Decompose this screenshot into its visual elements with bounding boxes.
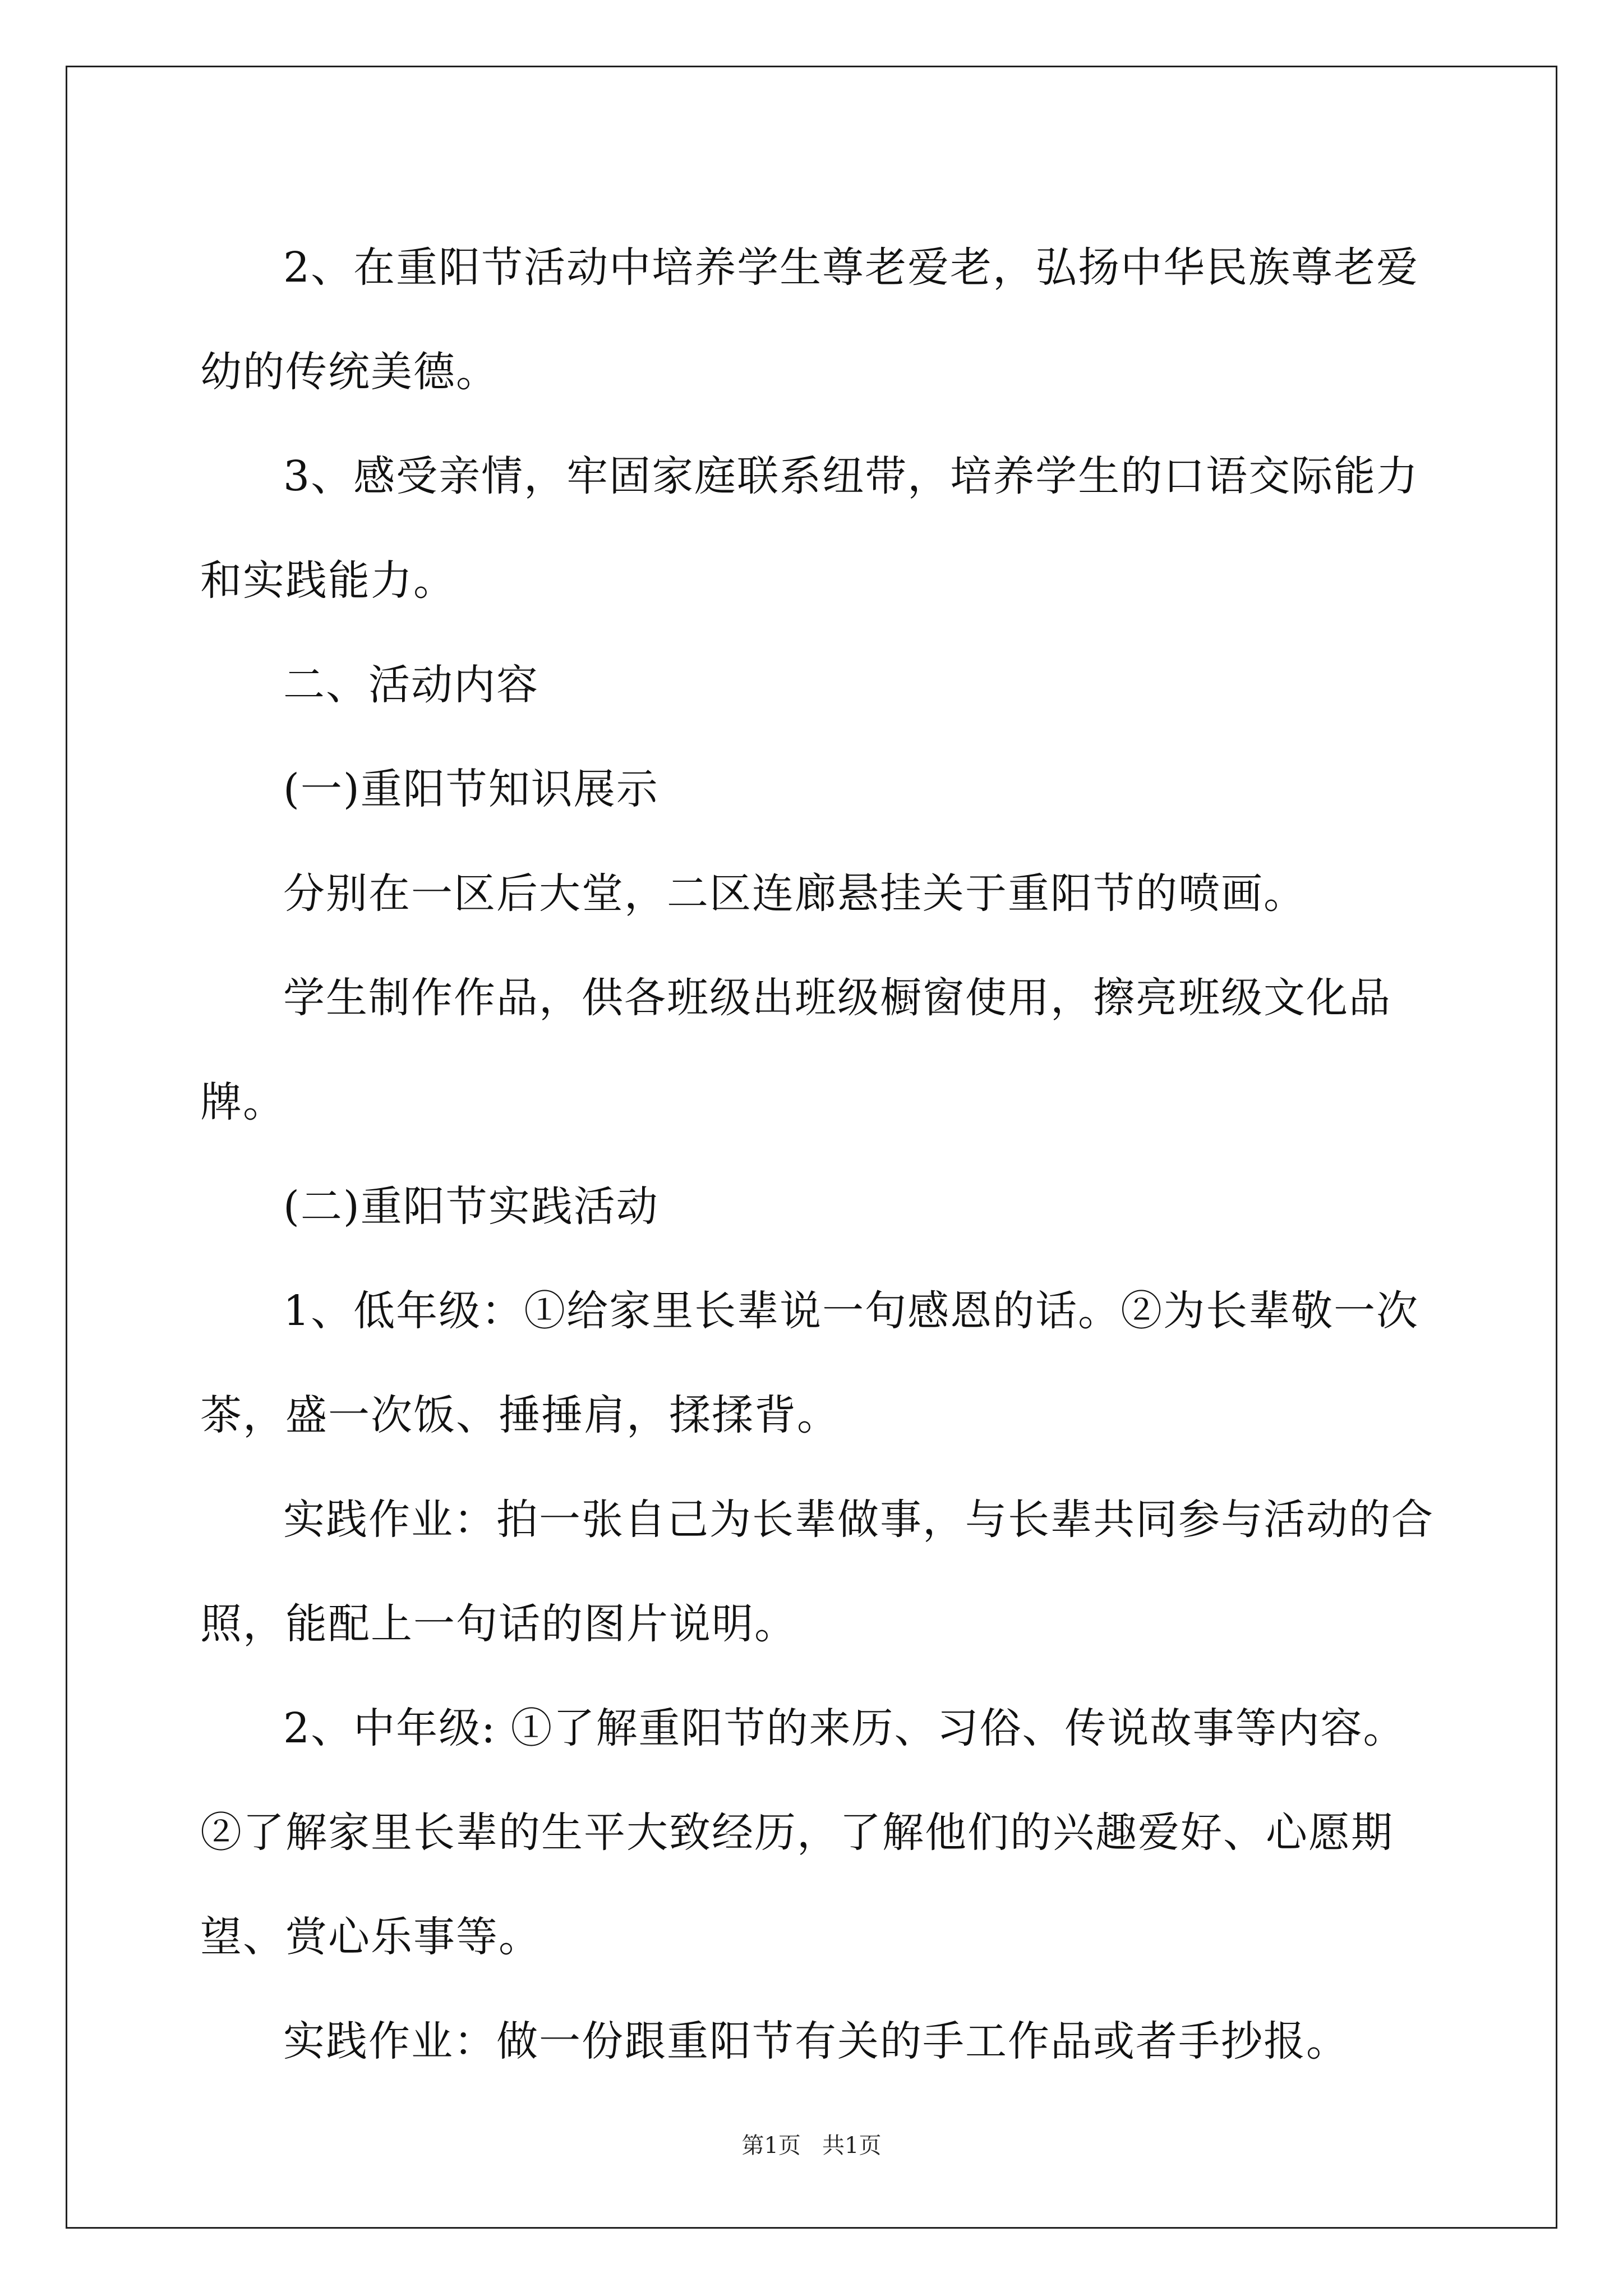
paragraph-student-works: 学生制作作品，供各班级出班级橱窗使用，擦亮班级文化品牌。 [200, 974, 1391, 1126]
paragraph-lower-grade: 1、低年级：①给家里长辈说一句感恩的话。②为长辈敬一次茶，盛一次饭、捶捶肩，揉揉背。 [200, 1287, 1419, 1439]
document-body [200, 215, 1434, 2093]
paragraph-goal-3: 3、感受亲情，牢固家庭联系纽带，培养学生的口语交际能力和实践能力。 [200, 452, 1419, 605]
subheading-practice-activities: (二)重阳节实践活动 [283, 1182, 659, 1231]
paragraph-middle-grade: 2、中年级: ①了解重阳节的来历、习俗、传说故事等内容。②了解家里长辈的生平大致经历，了解他们的兴趣爱好、心愿期望、赏心乐事等。 [200, 1704, 1406, 1961]
page-number-footer: 第1页 共1页 [741, 2133, 882, 2159]
paragraph-lower-grade-homework: 实践作业：拍一张自己为长辈做事，与长辈共同参与活动的合照，能配上一句话的图片说明。 [200, 1496, 1434, 1648]
paragraph-middle-grade-homework: 实践作业：做一份跟重阳节有关的手工作品或者手抄报。 [283, 2017, 1349, 2065]
subheading-knowledge-display: (一)重阳节知识展示 [283, 765, 659, 813]
paragraph-posters: 分别在一区后大堂，二区连廊悬挂关于重阳节的喷画。 [283, 869, 1306, 918]
paragraph-goal-2: 2、在重阳节活动中培养学生尊老爱老，弘扬中华民族尊老爱幼的传统美德。 [200, 243, 1419, 396]
section-heading-activity-content: 二、活动内容 [283, 661, 539, 709]
